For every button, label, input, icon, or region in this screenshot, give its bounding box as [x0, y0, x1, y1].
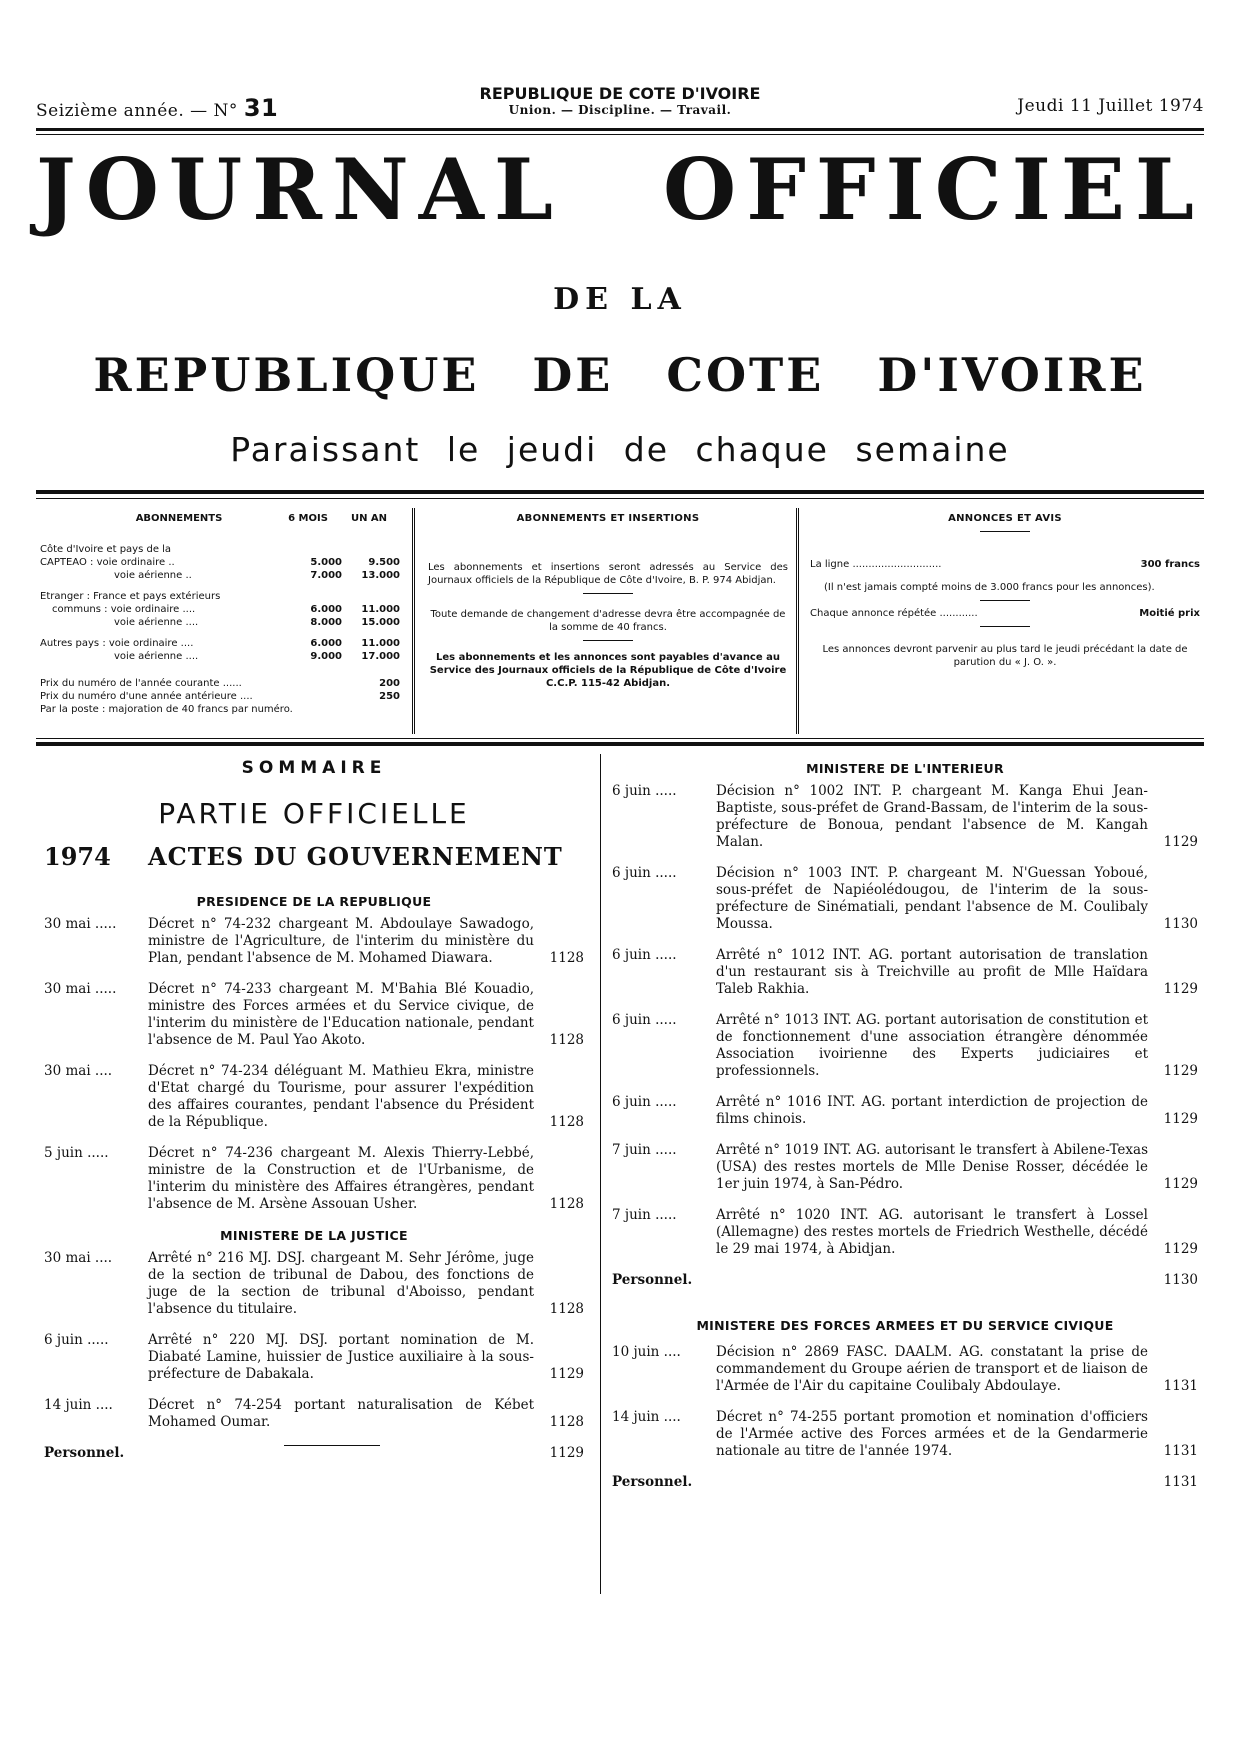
entry-date: 6 juin .....	[612, 1094, 677, 1110]
summary-entry	[612, 1012, 1198, 1080]
price-aut-ord-6: 6.000	[310, 638, 342, 649]
entry-page: 1128	[549, 1196, 584, 1212]
summary-entry	[612, 947, 1198, 998]
annonce-repetee-label: Chaque annonce répétée ............	[810, 608, 978, 619]
insertions-panel	[428, 512, 788, 730]
column-divider	[600, 754, 601, 1594]
entry-text: Arrêté n° 1016 INT. AG. portant interdiction de projection de films chinois.	[716, 1094, 1148, 1127]
justice-personnel-row	[44, 1445, 584, 1462]
insertions-heading: ABONNEMENTS ET INSERTIONS	[516, 513, 700, 524]
sommaire-left-column	[44, 760, 584, 1462]
entry-text: Arrêté n° 220 MJ. DSJ. portant nomination de M. Diabaté Lamine, huissier de Justice auxiliaire à la sous-préfecture de Dabakala.	[148, 1332, 534, 1382]
prix-courante-label: Prix du numéro de l'année courante ......	[40, 678, 242, 689]
entry-page: 1129	[1163, 1176, 1198, 1192]
entry-page: 1129	[1163, 834, 1198, 850]
year-label: Seizième année. — N°	[36, 101, 238, 121]
annonces-panel	[810, 512, 1200, 730]
etranger-label: Etranger : France et pays extérieurs	[40, 591, 221, 602]
title-word-journal: JOURNAL	[36, 140, 563, 239]
entry-text: Décret n° 74-234 déléguant M. Mathieu Ekra, ministre d'Etat chargé du Tourisme, pour assurer l'expédition des affaires courantes, pendant l'absence du Président de la République.	[148, 1063, 534, 1130]
price-cote-ord-6: 5.000	[310, 557, 342, 568]
entry-date: 14 juin ....	[44, 1397, 113, 1413]
header-rule-thin	[36, 134, 1204, 135]
price-aut-aer-6: 9.000	[310, 651, 342, 662]
actes-title: ACTES DU GOUVERNEMENT	[148, 842, 563, 871]
entry-page: 1131	[1163, 1443, 1198, 1459]
summary-entry	[44, 916, 584, 967]
actes-heading	[44, 842, 584, 871]
entry-page: 1129	[1163, 1241, 1198, 1257]
price-etr-aer-1: 15.000	[361, 617, 400, 628]
cote-label: Côte d'Ivoire et pays de la	[40, 544, 172, 555]
issue-date: Jeudi 11 Juillet 1974	[1017, 96, 1204, 116]
voie-aerienne2-label: voie aérienne ....	[114, 617, 199, 628]
summary-entry	[612, 1142, 1198, 1193]
sommaire-right-column	[612, 760, 1198, 1491]
entry-text: Décret n° 74-232 chargeant M. Abdoulaye Sawadogo, ministre de l'Agriculture, de l'interim du ministère du Plan, pendant l'absence de M. Mohamed Diawara.	[148, 916, 534, 966]
interieur-personnel-row	[612, 1272, 1198, 1289]
col-6mois: 6 MOIS	[288, 513, 328, 524]
annonce-ligne-value: 300 francs	[1140, 559, 1200, 570]
box-divider-2	[796, 508, 799, 734]
justice-heading: MINISTERE DE LA JUSTICE	[220, 1228, 408, 1243]
summary-entry	[44, 1063, 584, 1131]
summary-entry	[612, 865, 1198, 933]
entry-date: 30 mai ....	[44, 1250, 113, 1266]
journal-title	[36, 140, 1204, 239]
entry-date: 7 juin .....	[612, 1142, 677, 1158]
box-bottom-rule-thin	[36, 738, 1204, 739]
forces-personnel-row	[612, 1474, 1198, 1491]
entry-page: 1129	[549, 1366, 584, 1382]
price-etr-ord-1: 11.000	[361, 604, 400, 615]
col-unan: UN AN	[350, 513, 388, 524]
summary-entry	[44, 1250, 584, 1318]
voie-aerienne-label: voie aérienne ..	[114, 570, 192, 581]
title-subtitle: Paraissant le jeudi de chaque semaine	[230, 430, 1010, 469]
entry-page: 1129	[1163, 981, 1198, 997]
entry-date: 6 juin .....	[612, 865, 677, 881]
entry-text: Décret n° 74-255 portant promotion et nomination d'officiers de l'Armée active des Forces armées et de la Gendarmerie nationale au titre de l'année 1974.	[716, 1409, 1148, 1459]
entry-text: Décret n° 74-233 chargeant M. M'Bahia Blé Kouadio, ministre des Forces armées et du Service civique, de l'interim du ministère de l'Education nationale, pendant l'absence de M. Paul Yao Akoto.	[148, 981, 534, 1048]
annonce-repetee-value: Moitié prix	[1139, 608, 1200, 619]
entry-page: 1128	[549, 950, 584, 966]
summary-entry	[44, 981, 584, 1049]
subscriptions-heading: ABONNEMENTS	[135, 513, 223, 524]
summary-entry	[44, 1332, 584, 1383]
insertions-payment: Les abonnements et les annonces sont payables d'avance au Service des Journaux officiels de la République de Côte d'Ivoire C.C.P. 115-42 Abidjan.	[429, 652, 787, 689]
header-rule	[36, 128, 1204, 131]
price-cote-aer-6: 7.000	[310, 570, 342, 581]
presidence-heading: PRESIDENCE DE LA REPUBLIQUE	[196, 894, 432, 909]
sommaire-title: SOMMAIRE	[241, 758, 387, 778]
interieur-list	[612, 783, 1198, 1258]
title-republic: REPUBLIQUE DE COTE D'IVOIRE	[93, 348, 1147, 402]
entry-text: Arrêté n° 1020 INT. AG. autorisant le transfert à Lossel (Allemagne) des restes mortels de Friedrich Westhelle, décédé le 29 mai 1974, à Abidjan.	[716, 1207, 1148, 1257]
price-aut-aer-1: 17.000	[361, 651, 400, 662]
prix-anterieure-label: Prix du numéro d'une année antérieure ....	[40, 691, 253, 702]
capteao-label: CAPTEAO :	[40, 557, 94, 568]
annonce-ligne-label: La ligne ............................	[810, 559, 942, 570]
interieur-heading: MINISTERE DE L'INTERIEUR	[806, 761, 1004, 776]
entry-page: 1129	[1163, 1111, 1198, 1127]
entry-date: 30 mai ....	[44, 1063, 113, 1079]
insertions-change-address: Toute demande de changement d'adresse devra être accompagnée de la somme de 40 francs.	[430, 609, 786, 633]
price-cote-ord-1: 9.500	[368, 557, 400, 568]
entry-text: Arrêté n° 216 MJ. DSJ. chargeant M. Sehr Jérôme, juge de la section de tribunal de Dabou, des fonctions de juge de la section de tribunal d'Aboisso, pendant l'absence du titulaire.	[148, 1250, 534, 1317]
box-top-rule	[36, 490, 1204, 494]
summary-entry	[612, 1409, 1198, 1460]
entry-text: Arrêté n° 1019 INT. AG. autorisant le transfert à Abilene-Texas (USA) des restes mortels de Mlle Denise Rosser, décédée le 1er juin 1974, à San-Pédro.	[716, 1142, 1148, 1192]
forces-list	[612, 1344, 1198, 1460]
motto: Union. — Discipline. — Travail.	[508, 103, 732, 117]
summary-entry	[612, 783, 1198, 851]
prix-courante-value: 200	[379, 678, 400, 689]
summary-entry	[612, 1207, 1198, 1258]
communs-label: communs : voie ordinaire ....	[52, 604, 196, 615]
entry-date: 6 juin .....	[612, 947, 677, 963]
entry-page: 1128	[549, 1414, 584, 1430]
justice-personnel: Personnel.	[44, 1445, 125, 1461]
subscriptions-panel	[40, 512, 400, 730]
box-divider-1	[412, 508, 415, 734]
entry-page: 1128	[549, 1032, 584, 1048]
justice-list	[44, 1250, 584, 1431]
price-etr-aer-6: 8.000	[310, 617, 342, 628]
entry-page: 1130	[1163, 916, 1198, 932]
insertions-address: Les abonnements et insertions seront adressés au Service des Journaux officiels de la République de Côte d'Ivoire, B. P. 974 Abidjan.	[428, 562, 788, 586]
summary-entry	[612, 1344, 1198, 1395]
autres-aer-label: voie aérienne ....	[114, 651, 199, 662]
entry-text: Arrêté n° 1012 INT. AG. portant autorisation de translation d'un restaurant sis à Treichville au profit de Mlle Haïdara Taleb Rakhia.	[716, 947, 1148, 997]
presidence-list	[44, 916, 584, 1213]
summary-entry	[612, 1094, 1198, 1128]
prix-anterieure-value: 250	[379, 691, 400, 702]
annonce-minimum: (Il n'est jamais compté moins de 3.000 francs pour les annonces).	[824, 582, 1155, 593]
forces-personnel: Personnel.	[612, 1474, 693, 1490]
price-etr-ord-6: 6.000	[310, 604, 342, 615]
entry-text: Décision n° 1003 INT. P. chargeant M. N'Guessan Yoboué, sous-préfet de Napiéolédougou, de l'interim de la sous-préfecture de Sinématiali, pendant l'absence de M. Coulibaly Moussa.	[716, 865, 1148, 932]
entry-date: 7 juin .....	[612, 1207, 677, 1223]
price-cote-aer-1: 13.000	[361, 570, 400, 581]
entry-page: 1129	[1163, 1063, 1198, 1079]
annonces-heading: ANNONCES ET AVIS	[948, 513, 1062, 524]
issue-year-label	[36, 94, 376, 122]
forces-heading: MINISTERE DES FORCES ARMEES ET DU SERVICE CIVIQUE	[696, 1318, 1114, 1333]
voie-ordinaire-label: voie ordinaire ..	[96, 557, 175, 568]
entry-date: 6 juin .....	[612, 783, 677, 799]
entry-text: Arrêté n° 1013 INT. AG. portant autorisation de constitution et de fonctionnement d'une association étrangère dénommée Association ivoirienne des Experts judiciaires et professionnels.	[716, 1012, 1148, 1079]
entry-date: 6 juin .....	[44, 1332, 109, 1348]
price-aut-ord-1: 11.000	[361, 638, 400, 649]
interieur-personnel-page: 1130	[1163, 1272, 1198, 1288]
summary-entry	[44, 1145, 584, 1213]
entry-page: 1131	[1163, 1378, 1198, 1394]
entry-text: Décision n° 1002 INT. P. chargeant M. Kanga Ehui Jean-Baptiste, sous-préfet de Grand-Bassam, de l'interim de la sous-préfecture de Bonoua, pendant l'absence de M. Kangah Malan.	[716, 783, 1148, 850]
annonce-delai: Les annonces devront parvenir au plus tard le jeudi précédant la date de parution du « J. O. ».	[822, 644, 1188, 668]
entry-date: 6 juin .....	[612, 1012, 677, 1028]
entry-page: 1128	[549, 1114, 584, 1130]
forces-personnel-page: 1131	[1163, 1474, 1198, 1490]
country-block	[430, 84, 810, 117]
title-word-officiel: OFFICIEL	[663, 140, 1204, 239]
justice-personnel-page: 1129	[549, 1445, 584, 1461]
interieur-personnel: Personnel.	[612, 1272, 693, 1288]
entry-text: Décret n° 74-236 chargeant M. Alexis Thierry-Lebbé, ministre de la Construction et de l'Urbanisme, de l'interim du ministère des Affaires étrangères, pendant l'absence de M. Arsène Assouan Usher.	[148, 1145, 534, 1212]
actes-year: 1974	[44, 842, 111, 871]
entry-text: Décision n° 2869 FASC. DAALM. AG. constatant la prise de commandement du Groupe aérien de transport et de liaison de l'Armée de l'Air du capitaine Coulibaly Abdoulaye.	[716, 1344, 1148, 1394]
box-bottom-rule	[36, 742, 1204, 746]
autres-ord-label: Autres pays : voie ordinaire ....	[40, 638, 194, 649]
country-line: REPUBLIQUE DE COTE D'IVOIRE	[479, 84, 761, 103]
entry-date: 10 juin ....	[612, 1344, 681, 1360]
summary-entry	[44, 1397, 584, 1431]
issue-number: 31	[243, 94, 279, 122]
box-top-rule-thin	[36, 498, 1204, 499]
entry-date: 14 juin ....	[612, 1409, 681, 1425]
prix-poste-label: Par la poste : majoration de 40 francs par numéro.	[40, 704, 293, 715]
entry-date: 5 juin .....	[44, 1145, 109, 1161]
partie-officielle: PARTIE OFFICIELLE	[158, 797, 470, 830]
title-de-la: DE LA	[553, 282, 687, 317]
entry-page: 1128	[549, 1301, 584, 1317]
entry-text: Décret n° 74-254 portant naturalisation de Kébet Mohamed Oumar.	[148, 1397, 534, 1430]
entry-date: 30 mai .....	[44, 916, 117, 932]
entry-date: 30 mai .....	[44, 981, 117, 997]
